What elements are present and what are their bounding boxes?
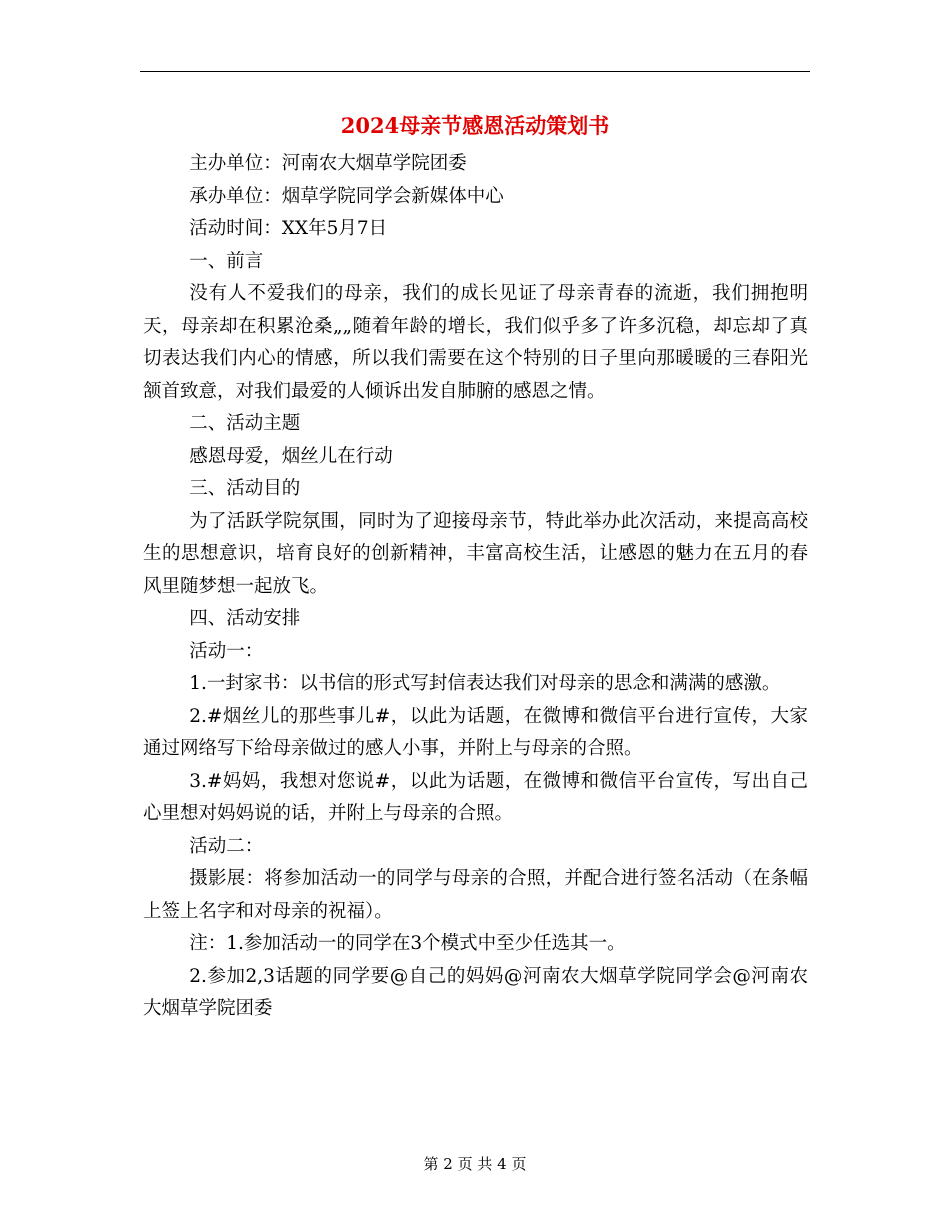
- note-line-2: 2.参加2,3话题的同学要@自己的妈妈@河南农大烟草学院同学会@河南农大烟草学院团委: [143, 965, 808, 1019]
- section-heading-theme: 二、活动主题: [189, 413, 301, 434]
- document-title: 2024母亲节感恩活动策划书: [340, 113, 610, 138]
- theme-paragraph: 感恩母爱，烟丝儿在行动: [189, 445, 393, 467]
- purpose-paragraph: 为了活跃学院氛围，同时为了迎接母亲节，特此举办此次活动，来提高高校生的思想意识，培育良好的创新精神，丰富高校生活，让感恩的魅力在五月的春风里随梦想一起放飞。: [143, 510, 808, 597]
- activity-one-item-3: 3.#妈妈，我想对您说#，以此为话题，在微博和微信平台宣传，写出自己心里想对妈妈说的话，并附上与母亲的合照。: [143, 770, 808, 824]
- organizer-line: 主办单位：河南农大烟草学院团委: [189, 153, 467, 174]
- activity-date-line: 活动时间：XX年5月7日: [189, 218, 388, 239]
- activity-two-paragraph: 摄影展：将参加活动一的同学与母亲的合照，并配合进行签名活动（在条幅上签上名字和对母亲的祝福）。: [143, 868, 808, 922]
- activity-two-heading: 活动二：: [189, 835, 264, 857]
- activity-one-heading: 活动一：: [189, 640, 264, 662]
- page-indicator: 第 2 页 共 4 页: [423, 1155, 527, 1173]
- document-body: [143, 148, 808, 1026]
- preface-paragraph: 没有人不爱我们的母亲，我们的成长见证了母亲青春的流逝，我们拥抱明天，母亲却在积累沧桑„„随着年龄的增长，我们似乎多了许多沉稳，却忘却了真切表达我们内心的情感，所以我们需要在这个特别的日子里向那暖暖的三春阳光颔首致意，对我们最爱的人倾诉出发自肺腑的感恩之情。: [143, 283, 808, 402]
- activity-one-item-2: 2.#烟丝儿的那些事儿#，以此为话题，在微博和微信平台进行宣传，大家通过网络写下给母亲做过的感人小事，并附上与母亲的合照。: [143, 705, 808, 759]
- header-rule: [140, 71, 810, 72]
- activity-one-item-1: 1.一封家书：以书信的形式写封信表达我们对母亲的思念和满满的感激。: [189, 673, 781, 694]
- co-organizer-line: 承办单位：烟草学院同学会新媒体中心: [189, 185, 504, 207]
- section-heading-preface: 一、前言: [189, 250, 264, 272]
- section-heading-arrangement: 四、活动安排: [189, 608, 301, 629]
- note-line-1: 注：1.参加活动一的同学在3个模式中至少任选其一。: [189, 933, 626, 954]
- section-heading-purpose: 三、活动目的: [189, 478, 301, 499]
